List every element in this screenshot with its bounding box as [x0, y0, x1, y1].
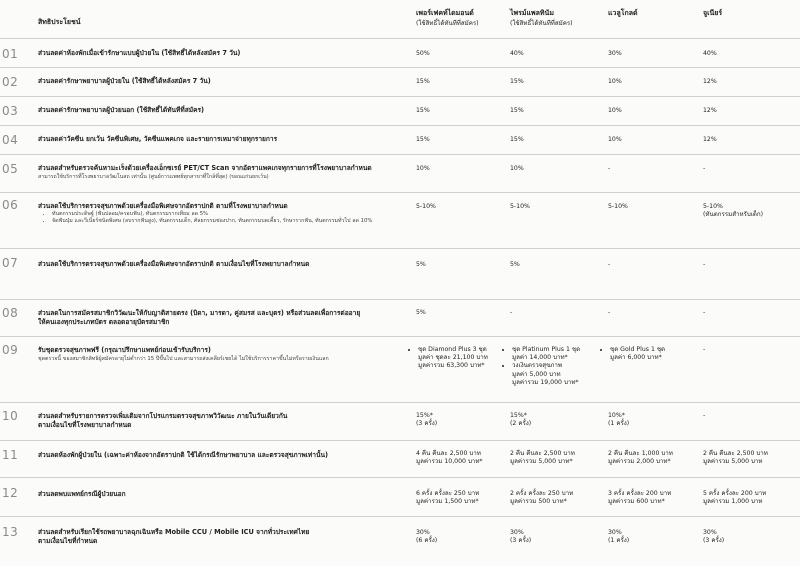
- cell-line: 10%*: [608, 412, 625, 419]
- benefit-column-header: สิทธิประโยชน์: [38, 18, 81, 26]
- benefit-title: รับชุดตรวจสุขภาพฟรี (กรุณาปรึกษาแพทย์ก่อนเข้ารับบริการ): [38, 346, 211, 354]
- table-header: [0, 0, 800, 40]
- cell-platinum: 15%: [510, 78, 524, 85]
- cell-line: มูลค่ารวม 1,500 บาท*: [416, 498, 479, 506]
- cell-platinum: 40%: [510, 50, 524, 57]
- cell-gold: [602, 346, 692, 362]
- tier-sub-diamond: (ใช้สิทธิ์ได้ทันทีที่สมัคร): [416, 20, 479, 27]
- cell-junior: -: [703, 412, 706, 419]
- cell-gold: -: [608, 261, 611, 268]
- list-item: • วงเงินตรวจสุขภาพ: [512, 362, 594, 370]
- benefit-title: ส่วนลดในการสมัครสมาชิกวิวัฒนะให้กับญาติสายตรง (บิดา, มารดา, คู่สมรส และบุตร) หรือส่วนลดเพื่อการต่ออายุ: [38, 309, 361, 317]
- cell-diamond: [416, 450, 506, 466]
- cell-line: มูลค่ารวม 5,000 บาท*: [510, 458, 573, 466]
- cell-line: 30%: [703, 529, 717, 536]
- tier-sub-platinum: (ใช้สิทธิ์ได้ทันทีที่สมัคร): [510, 20, 573, 27]
- cell-line: มูลค่ารวม 600 บาท*: [608, 498, 665, 506]
- list-item: • ชุด Platinum Plus 1 ชุด: [512, 346, 594, 354]
- row-number: 03: [2, 104, 19, 118]
- tier-header-gold: แวลูโกลด์: [608, 9, 638, 17]
- cell-platinum: 15%: [510, 136, 524, 143]
- cell-gold: [608, 450, 698, 466]
- table-row: [0, 40, 800, 66]
- cell-gold: 30%: [608, 50, 622, 57]
- cell-line: มูลค่า 5,000 บาท: [512, 370, 561, 378]
- benefit-title-line2: ตามเงื่อนไขที่กำหนด: [38, 537, 98, 545]
- cell-line: มูลค่ารวม 10,000 บาท*: [416, 458, 483, 466]
- tier-header-diamond: เพอร์เฟคท์ไดมอนด์: [416, 9, 474, 17]
- table-row: [0, 249, 800, 299]
- benefit-title: ส่วนลดใช้บริการตรวจสุขภาพด้วยเครื่องมือพิเศษจากอัตราปกติ ตามเงื่อนไขที่โรงพยาบาลกำหนด: [38, 260, 310, 268]
- cell-junior: 12%: [703, 78, 717, 85]
- cell-diamond: 10%: [416, 165, 430, 172]
- benefit-title: ส่วนลดค่ารักษาพยาบาลผู้ป่วยใน (ใช้สิทธิ์ได้หลังสมัคร 7 วัน): [38, 77, 211, 85]
- cell-line: มูลค่ารวม 5,000 บาท: [703, 458, 763, 466]
- cell-platinum: 10%: [510, 165, 524, 172]
- benefit-title-line2: ตามเงื่อนไขที่โรงพยาบาลกำหนด: [38, 421, 132, 429]
- cell-gold: 10%: [608, 107, 622, 114]
- cell-line: 15%*: [510, 412, 527, 419]
- cell-line: 2 คืน คืนละ 2,500 บาท: [510, 450, 575, 457]
- cell-line: มูลค่ารวม 63,300 บาท*: [418, 362, 485, 370]
- cell-gold: -: [608, 165, 611, 172]
- table-row: [0, 403, 800, 439]
- cell-line: 5 ครั้ง ครั้งละ 200 บาท: [703, 490, 767, 497]
- benefit-note: สามารถใช้บริการที่โรงพยาบาลวัฒโนสถ เท่านั้น (ศูนย์การแพทย์ทุกสาขาที่ใกล้ที่สุด) (ขอนแก่นยกเว้น): [38, 174, 269, 180]
- benefit-title-line2: ให้คนเองทุกประเภทบัตร ตลอดอายุบัตรสมาชิก: [38, 318, 170, 326]
- benefit-title: ส่วนลดค่าวัคซีน ยกเว้น วัคซีนพิเศษ, วัคซีนแพคเกจ และรายการเหมาจ่ายทุกรายการ: [38, 135, 278, 143]
- cell-gold: 10%: [608, 78, 622, 85]
- cell-junior: [703, 450, 798, 466]
- benefit-title: ส่วนลดค่าห้องพักเมื่อเข้ารักษาแบบผู้ป่วยใน (ใช้สิทธิ์ได้หลังสมัคร 7 วัน): [38, 49, 241, 57]
- cell-junior: [703, 529, 793, 545]
- row-number: 13: [2, 525, 19, 539]
- benefit-title: ส่วนลดสำหรับเรียกใช้รถพยาบาลฉุกเฉินหรือ Mobile CCU / Mobile ICU จากทั่วประเทศไทย: [38, 528, 310, 536]
- list-item: • ชุด Gold Plus 1 ชุด: [610, 346, 692, 354]
- row-number: 06: [2, 198, 19, 212]
- row-number: 10: [2, 409, 19, 423]
- cell-diamond: [416, 529, 506, 545]
- table-row: [0, 478, 800, 515]
- cell-line: (2 ครั้ง): [510, 420, 532, 428]
- divider: [0, 38, 800, 39]
- cell-line: (3 ครั้ง): [510, 537, 532, 545]
- cell-junior: 40%: [703, 50, 717, 57]
- cell-line: มูลค่า 6,000 บาท*: [610, 354, 662, 362]
- row-number: 02: [2, 75, 19, 89]
- benefit-note: ชุดตรวจนี้ ของสมาชิกสิทธิผู้สมัครอายุไม่ต่ำกว่า 15 ปีขึ้นไป และสามารถส่งเคลียร์เชยได้ ไม่ใช้บริการราคาขึ้นไม่หรือรายเงินแลก: [38, 356, 329, 362]
- cell-line: (3 ครั้ง): [703, 537, 725, 545]
- cell-line: (1 ครั้ง): [608, 537, 630, 545]
- tier-header-junior: จูเนียร์: [703, 9, 723, 17]
- row-number: 09: [2, 343, 19, 357]
- table-row: [0, 155, 800, 192]
- cell-junior: 5-10%: [703, 203, 723, 210]
- table-row: [0, 97, 800, 125]
- cell-line: 2 คืน คืนละ 1,000 บาท: [608, 450, 673, 457]
- cell-platinum: [510, 490, 600, 506]
- cell-junior: [703, 490, 798, 506]
- cell-junior: -: [703, 309, 706, 316]
- table-row: [0, 441, 800, 476]
- row-number: 08: [2, 306, 19, 320]
- cell-line: 6 ครั้ง ครั้งละ 250 บาท: [416, 490, 480, 497]
- cell-diamond: 50%: [416, 50, 430, 57]
- row-number: 01: [2, 47, 19, 61]
- cell-line: มูลค่ารวม 1,000 บาท: [703, 498, 763, 506]
- cell-gold: 10%: [608, 136, 622, 143]
- cell-line: มูลค่า ชุดละ 21,100 บาท: [418, 354, 488, 362]
- table-row: [0, 337, 800, 401]
- cell-diamond: [416, 490, 506, 506]
- cell-junior-note: (ทันตกรรมสำหรับเด็ก): [703, 211, 764, 218]
- row-number: 07: [2, 256, 19, 270]
- cell-platinum: [510, 412, 600, 428]
- cell-gold: -: [608, 309, 611, 316]
- cell-diamond: [416, 412, 506, 428]
- row-number: 05: [2, 162, 19, 176]
- cell-line: (3 ครั้ง): [416, 420, 438, 428]
- cell-line: 2 คืน คืนละ 2,500 บาท: [703, 450, 768, 457]
- cell-line: 4 คืน คืนละ 2,500 บาท: [416, 450, 481, 457]
- cell-line: มูลค่า 14,000 บาท*: [512, 354, 568, 362]
- cell-gold: [608, 412, 698, 428]
- tier-header-platinum: ไพรม์แพลทินัม: [510, 9, 554, 17]
- cell-line: มูลค่ารวม 2,000 บาท*: [608, 458, 671, 466]
- cell-platinum: 5%: [510, 261, 520, 268]
- cell-junior: 12%: [703, 136, 717, 143]
- row-number: 11: [2, 448, 19, 462]
- cell-platinum: 5-10%: [510, 203, 530, 210]
- cell-platinum: -: [510, 309, 513, 316]
- cell-platinum: 15%: [510, 107, 524, 114]
- table-row: [0, 68, 800, 96]
- cell-diamond: 5-10%: [416, 203, 436, 210]
- table-row: [0, 193, 800, 248]
- list-item: • ทันตกรรมประดิษฐ์ (ฟันปลอม/ครอบฟัน), ทันตกรรมรากเทียม ลด 5%: [52, 211, 392, 218]
- cell-platinum: [510, 450, 600, 466]
- benefit-title: ส่วนลดสำหรับตรวจค้นหามะเร็งด้วยเครื่องเอ็กซเรย์ PET/CT Scan จากอัตราแพคเกจทุกรายการที่โรงพยาบาลกำหนด: [38, 164, 372, 172]
- cell-diamond: 5%: [416, 309, 426, 316]
- benefit-bullet-list: [46, 211, 392, 225]
- cell-gold: [608, 529, 698, 545]
- cell-junior: 12%: [703, 107, 717, 114]
- benefit-title: ส่วนลดพบแพทย์กรณีผู้ป่วยนอก: [38, 490, 126, 498]
- table-row: [0, 517, 800, 562]
- benefit-title: ส่วนลดห้องพักผู้ป่วยใน (เฉพาะค่าห้องจากอัตราปกติ ใช้ได้กรณีรักษาพยาบาล และตรวจสุขภาพเท่านั้น): [38, 451, 328, 459]
- cell-line: 30%: [510, 529, 524, 536]
- cell-junior: -: [703, 261, 706, 268]
- row-number: 12: [2, 486, 19, 500]
- cell-gold: [608, 490, 698, 506]
- cell-diamond: 15%: [416, 136, 430, 143]
- benefit-title: ส่วนลดใช้บริการตรวจสุขภาพด้วยเครื่องมือพิเศษจากอัตราปกติ ตามที่โรงพยาบาลกำหนด: [38, 202, 288, 210]
- cell-gold: 5-10%: [608, 203, 628, 210]
- cell-line: 15%*: [416, 412, 433, 419]
- benefit-title: ส่วนลดค่ารักษาพยาบาลผู้ป่วยนอก (ใช้สิทธิ์ได้ทันทีที่สมัคร): [38, 106, 205, 114]
- cell-diamond: [410, 346, 500, 371]
- cell-line: มูลค่ารวม 19,000 บาท*: [512, 378, 579, 386]
- cell-line: (6 ครั้ง): [416, 537, 438, 545]
- benefit-title: ส่วนลดสำหรับรายการตรวจเพิ่มเติมจากโปรแกรมตรวจสุขภาพวิวัฒนะ ภายในวันเดียวกัน: [38, 412, 288, 420]
- cell-line: 3 ครั้ง ครั้งละ 200 บาท: [608, 490, 672, 497]
- cell-line: (1 ครั้ง): [608, 420, 630, 428]
- cell-line: 2 ครั้ง ครั้งละ 250 บาท: [510, 490, 574, 497]
- list-item: • ชุด Diamond Plus 3 ชุด: [418, 346, 500, 354]
- table-row: [0, 126, 800, 154]
- cell-platinum: [510, 529, 600, 545]
- cell-line: มูลค่ารวม 500 บาท*: [510, 498, 567, 506]
- cell-diamond: 5%: [416, 261, 426, 268]
- row-number: 04: [2, 133, 19, 147]
- cell-junior: -: [703, 165, 706, 172]
- cell-diamond: 15%: [416, 107, 430, 114]
- table-row: [0, 300, 800, 336]
- list-item: • จัดฟันปุ่ม และวีเนียร์ชนิดพิเศษ (ลบรากฟันสูง), ทันตกรรมเด็ก, ศัลยกรรมช่องปาก, ทันตกรรมบดเคี้ยว, รักษารากฟัน, ทันตกรรมทั่วไป ลด 10%: [52, 218, 392, 225]
- cell-junior: -: [703, 346, 706, 353]
- cell-line: 30%: [416, 529, 430, 536]
- cell-platinum: [504, 346, 594, 387]
- cell-diamond: 15%: [416, 78, 430, 85]
- cell-line: 30%: [608, 529, 622, 536]
